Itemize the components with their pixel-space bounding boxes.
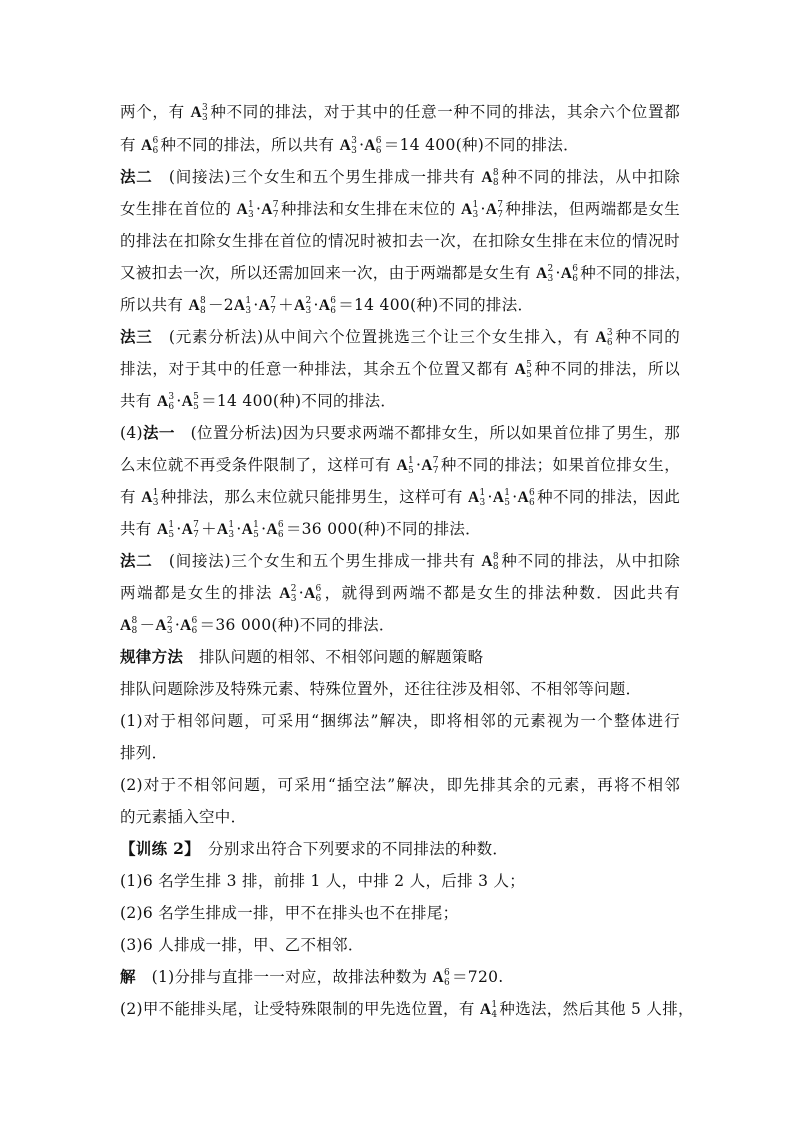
text-line: 共有 A 1 5 ·A 7 7 ＋A 1 3 ·A 1 5 ·A 6 6 ＝36 000(种)不同的排法． <box>120 520 481 540</box>
text-line: (1)6 名学生排 3 排，前排 1 人，中排 2 人，后排 3 人； <box>120 872 526 890</box>
text-line: 么末位就不再受条件限制了，这样可有 A 1 5 ·A 7 7 种不同的排法；如果首位排女生， <box>120 456 680 476</box>
text-line: 法三 (元素分析法)从中间六个位置挑选三个让三个女生排入，有 A 3 6 种不同的 <box>120 327 680 348</box>
text-line: (2)对于不相邻问题，可采用“插空法”解决，即先排其余的元素，再将不相邻 <box>120 776 680 794</box>
section-heading: 规律方法 排队问题的相邻、不相邻问题的解题策略 <box>120 647 484 666</box>
exercise-heading: 【训练 2】 分别求出符合下列要求的不同排法的种数． <box>120 839 509 858</box>
text-line: 两端都是女生的排法 A 2 3 ·A 6 6 ，就得到两端不都是女生的排法种数．因此共有 <box>120 584 680 604</box>
text-line: 的元素插入空中． <box>120 808 247 826</box>
text-line: A 8 8 －A 2 3 ·A 6 6 ＝36 000(种)不同的排法． <box>120 616 395 636</box>
text-line: 解 (1)分排与直排一一对应，故排法种数为 A 6 6 ＝720. <box>120 967 504 988</box>
text-line: 两个，有 A 3 3 种不同的排法，对于其中的任意一种不同的排法，其余六个位置都 <box>120 103 680 123</box>
text-line: (1)对于相邻问题，可采用“捆绑法”解决，即将相邻的元素视为一个整体进行 <box>120 712 680 730</box>
text-line: 又被扣去一次，所以还需加回来一次，由于两端都是女生有 A 2 3 ·A 6 6 种不同的排法， <box>120 264 691 284</box>
text-line: (2)6 名学生排成一排，甲不在排头也不在排尾； <box>120 904 459 922</box>
text-line: 排队问题除涉及特殊元素、特殊位置外，还往往涉及相邻、不相邻等问题． <box>120 680 642 698</box>
text-line: 法二 (间接法)三个女生和五个男生排成一排共有 A 8 8 种不同的排法，从中扣除 <box>120 167 680 188</box>
text-line: 排法，对于其中的任意一种排法，其余五个位置又都有 A 5 5 种不同的排法，所以 <box>120 360 680 380</box>
text-line: (2)甲不能排头尾，让受特殊限制的甲先选位置，有 A 1 4 种选法，然后其他 5 人排， <box>120 1000 694 1020</box>
text-line: 的排法在扣除女生排在首位的情况时被扣去一次，在扣除女生排在末位的情况时 <box>120 232 680 250</box>
text-line: 有 A 6 6 种不同的排法，所以共有 A 3 3 ·A 6 6 ＝14 400(种)不同的排法． <box>120 136 579 156</box>
text-line: 排列． <box>120 744 168 762</box>
text-line: 女生排在首位的 A 1 3 ·A 7 7 种排法和女生排在末位的 A 1 3 ·A 7 7 种排法，但两端都是女生 <box>120 200 681 220</box>
text-line: (4)法一 (位置分析法)因为只要求两端不都排女生，所以如果首位排了男生，那 <box>120 423 681 442</box>
text-line: 所以共有 A 8 8 －2A 1 3 ·A 7 7 ＋A 2 3 ·A 6 6 ＝14 400(种)不同的排法． <box>120 296 534 316</box>
text-line: 法二 (间接法)三个女生和五个男生排成一排共有 A 8 8 种不同的排法，从中扣除 <box>120 551 680 572</box>
text-line: 有 A 1 3 种排法，那么末位就只能排男生，这样可有 A 1 3 ·A 1 5 ·A 6 6 种不同的排法，因此 <box>120 488 681 508</box>
text-line: 共有 A 3 6 ·A 5 5 ＝14 400(种)不同的排法． <box>120 392 397 412</box>
text-line: (3)6 人排成一排，甲、乙不相邻． <box>120 936 364 954</box>
